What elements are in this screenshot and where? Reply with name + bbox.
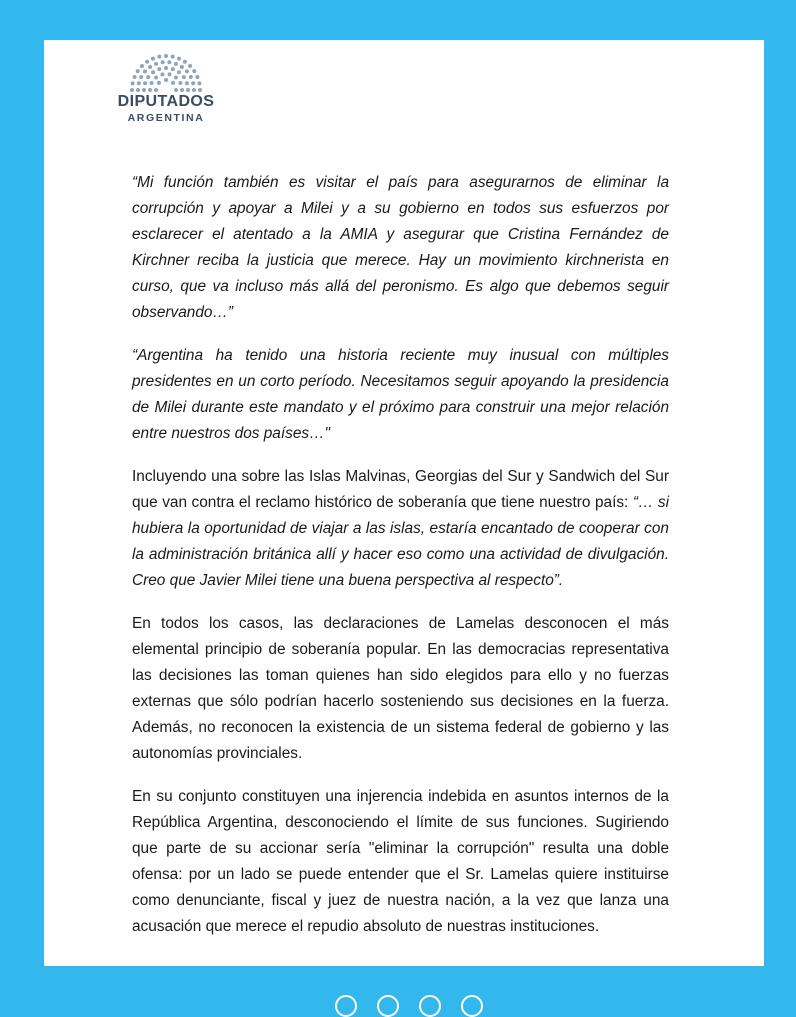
seat-dot [180,65,184,69]
seat-dot [168,72,172,76]
seat-dot [150,81,154,85]
seat-dot [148,65,152,69]
seat-dot [171,55,175,59]
seat-dot [164,54,168,58]
document-page [44,40,764,966]
diputados-logo [116,54,216,125]
seat-dot [148,88,152,92]
seat-dot [143,81,147,85]
paragraph-malvinas [132,464,669,594]
seat-dot [198,88,202,92]
seat-dot [189,75,193,79]
seat-dot [183,60,187,64]
seat-dot [157,55,161,59]
seat-dot [157,81,161,85]
seat-dot [192,69,196,73]
seat-dot [154,62,158,66]
seat-dot [143,69,147,73]
seat-dot [137,81,141,85]
footer-circle-icon [335,995,357,1017]
seat-dot [154,75,158,79]
paragraph-quote-1: “Mi función también es visitar el país para asegurarnos de eliminar la corrupción y apoyar a Milei y a su gobierno en todos sus esfuerzos por esclarecer el atentado a la AMIA y asegurar que Cristina Fernández de Kirchner reciba la justicia que merece. Hay un movimiento kirchnerista en curso, que va incluso más allá del peronismo. Es algo que debemos seguir observando…” [132,174,669,321]
seat-dot [178,81,182,85]
footer-circle-icon [419,995,441,1017]
seat-dot [161,60,165,64]
seat-dot [157,67,161,71]
seat-dot [133,75,137,79]
paragraph-sovereignty: En todos los casos, las declaraciones de Lamelas desconocen el más elemental principio de soberanía popular. En las democracias representativa las decisiones las toman quienes han sido elegidos para ello y no fuerzas externas que sólo podrían hacerlo sosteniendo sus decisiones en la fuerza. Además, no reconocen la existencia de un sistema federal de gobierno y las autonomías provinciales. [132,615,669,762]
seat-dot [130,88,134,92]
seat-dot [182,75,186,79]
seat-dot [167,60,171,64]
seat-dot [136,69,140,73]
seat-dot [131,81,135,85]
seat-dot [188,64,192,68]
seat-dot [192,88,196,92]
seat-dot [151,57,155,61]
seat-dot [177,57,181,61]
seat-dot [185,69,189,73]
seat-dot [139,75,143,79]
seat-dot [154,88,158,92]
seat-dot [171,67,175,71]
seat-dot [145,60,149,64]
seat-dot [177,70,181,74]
seat-dot [164,66,168,70]
footer-circle-icon [377,995,399,1017]
seat-dot [195,75,199,79]
seat-dot [186,88,190,92]
paragraph-conclusion: En su conjunto constituyen una injerencia indebida en asuntos internos de la República Argentina, desconociendo el límite de sus funciones. Sugiriendo que parte de su accionar sería "eliminar la corrupción" resulta una doble ofensa: por un lado se puede entender que el Sr. Lamelas quiere instituirse como denunciante, fiscal y juez de nuestra nación, a la vez que lanza una acusación que merece el repudio absoluto de nuestras instituciones. [132,788,669,935]
seat-dot [171,81,175,85]
seat-dot [151,70,155,74]
hemicycle-icon [127,54,205,92]
seat-dot [136,88,140,92]
seat-dot [191,81,195,85]
footer-circle-icon [461,995,483,1017]
paragraph-malvinas-quote: “… si hubiera la oportunidad de viajar a las islas, estaría encantado de cooperar con la administración británica allí y hacer eso como una actividad de divulgación. Creo que Javier Milei tiene una buena perspectiva al respecto”. [132,494,669,589]
logo-title: DIPUTADOS [117,93,215,110]
seat-dot [164,78,168,82]
seat-dot [174,88,178,92]
seat-dot [142,88,146,92]
paragraph-malvinas-intro: Incluyendo una sobre las Islas Malvinas, Georgias del Sur y Sandwich del Sur que van contra el reclamo histórico de soberanía que tiene nuestro país: [132,468,669,511]
paragraph-quote-2: “Argentina ha tenido una historia reciente muy inusual con múltiples presidentes en un corto período. Necesitamos seguir apoyando la presidencia de Milei durante este mandato y el próximo para construir una mejor relación entre nuestros dos países…" [132,347,669,442]
seat-dot [140,64,144,68]
press-release-body [132,170,669,957]
footer-icon-row [335,995,495,1015]
seat-dot [180,88,184,92]
seat-dot [197,81,201,85]
seat-dot [185,81,189,85]
seat-dot [160,72,164,76]
seat-dot [174,75,178,79]
seat-dot [174,62,178,66]
seat-dot [146,75,150,79]
logo-subtitle: ARGENTINA [127,112,205,124]
